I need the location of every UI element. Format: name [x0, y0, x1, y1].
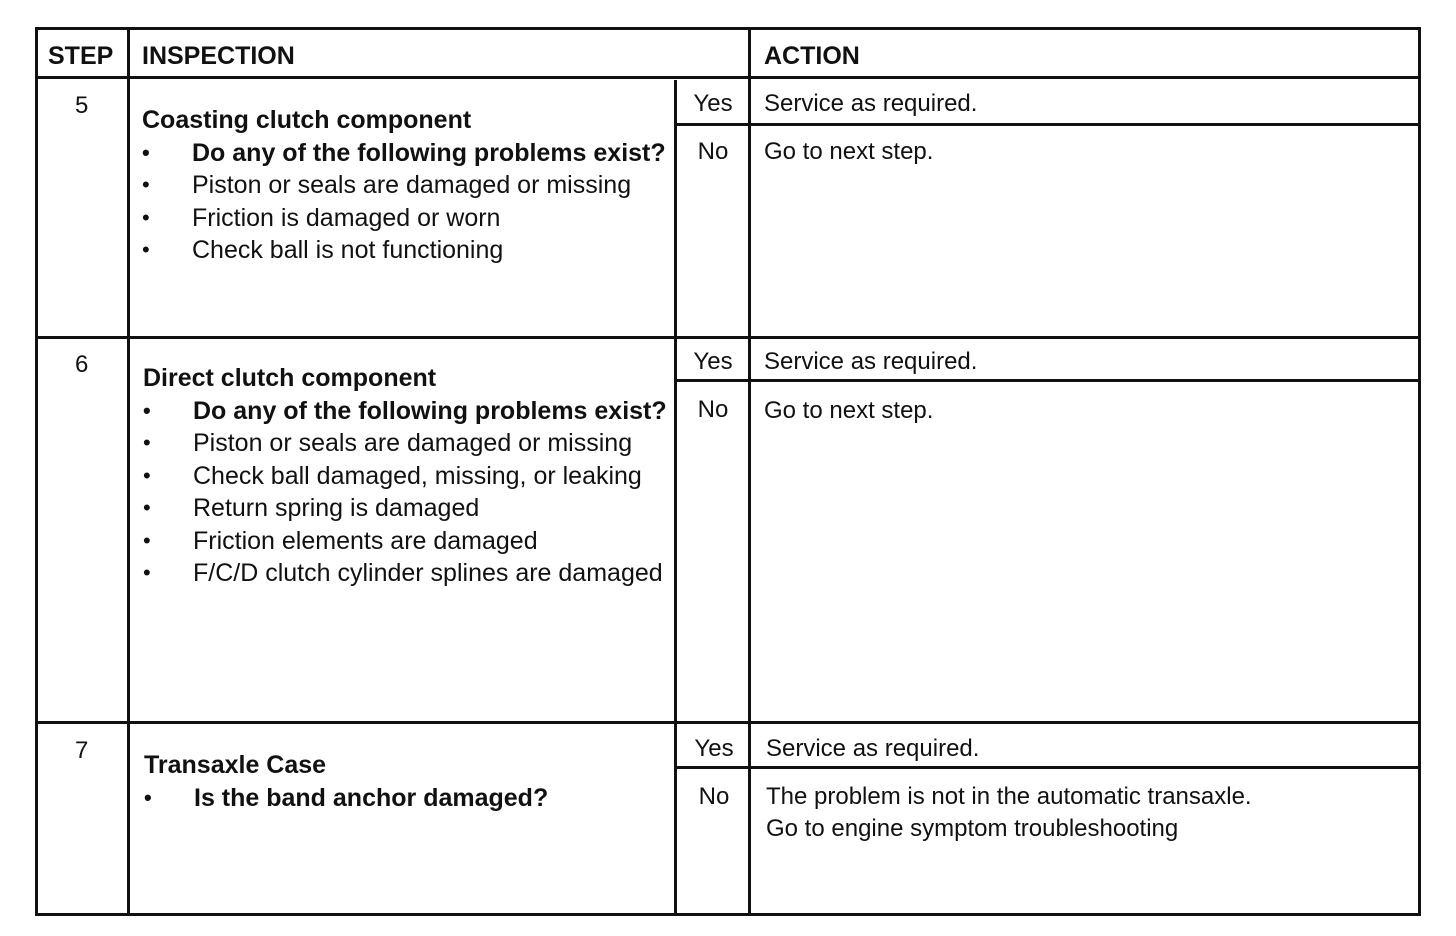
- inspection-title: Transaxle Case: [144, 751, 327, 779]
- no-action: Go to next step.: [764, 138, 934, 165]
- divider: [674, 123, 1418, 126]
- yes-action: Service as required.: [764, 348, 978, 375]
- list-item: • Friction elements are damaged: [143, 525, 673, 558]
- list-item: • Friction is damaged or worn: [142, 202, 672, 235]
- bullet-icon: •: [143, 430, 151, 455]
- header-action: ACTION: [764, 42, 860, 70]
- no-action-line: Go to engine symptom troubleshooting: [766, 815, 1179, 842]
- bullet-icon: •: [143, 495, 151, 520]
- inspection-list: [143, 395, 673, 590]
- inspection-list: [144, 782, 674, 815]
- no-label: No: [697, 396, 729, 423]
- list-item: • Do any of the following problems exist?: [143, 395, 673, 428]
- list-item: • Check ball damaged, missing, or leaking: [143, 460, 673, 493]
- list-item: • Is the band anchor damaged?: [144, 782, 674, 815]
- inspection-title: Direct clutch component: [143, 364, 437, 392]
- no-action: [766, 781, 1406, 845]
- bullet-icon: •: [143, 397, 151, 423]
- list-item: • Piston or seals are damaged or missing: [143, 427, 673, 460]
- bullet-icon: •: [143, 462, 151, 488]
- bullet-icon: •: [144, 784, 152, 810]
- no-action-line: The problem is not in the automatic transaxle.: [766, 783, 1252, 810]
- divider: [38, 336, 1418, 339]
- yes-label: Yes: [693, 90, 733, 117]
- divider: [38, 721, 1418, 724]
- inspection-cell: [143, 362, 673, 590]
- divider: [674, 379, 1418, 382]
- bullet-icon: •: [143, 560, 151, 585]
- bullet-icon: •: [142, 204, 150, 230]
- yes-action: Service as required.: [766, 735, 980, 762]
- header-step: STEP: [48, 42, 114, 70]
- divider: [38, 76, 1418, 79]
- inspection-cell: [144, 749, 674, 814]
- inspection-cell: [142, 104, 672, 267]
- yes-label: Yes: [693, 348, 733, 375]
- no-label: No: [697, 138, 729, 165]
- yes-label: Yes: [694, 735, 734, 762]
- list-item: • Return spring is damaged: [143, 492, 673, 525]
- inspection-list: [142, 137, 672, 267]
- bullet-icon: •: [142, 139, 150, 165]
- header-inspection: INSPECTION: [142, 42, 295, 70]
- step-number: 7: [75, 737, 89, 764]
- step-number: 5: [75, 92, 89, 119]
- yes-action: Service as required.: [764, 90, 978, 117]
- step-number: 6: [75, 351, 89, 378]
- no-label: No: [698, 783, 730, 810]
- bullet-icon: •: [143, 527, 151, 553]
- no-action: Go to next step.: [764, 397, 934, 424]
- divider: [674, 766, 1418, 769]
- inspection-title: Coasting clutch component: [142, 106, 472, 134]
- troubleshooting-table: [35, 27, 1421, 916]
- list-item: • Do any of the following problems exist?: [142, 137, 672, 170]
- list-item: • Check ball is not functioning: [142, 234, 672, 267]
- bullet-icon: •: [142, 172, 150, 197]
- list-item: • F/C/D clutch cylinder splines are damaged: [143, 557, 673, 590]
- bullet-icon: •: [142, 237, 150, 262]
- list-item: • Piston or seals are damaged or missing: [142, 169, 672, 202]
- divider: [127, 30, 130, 913]
